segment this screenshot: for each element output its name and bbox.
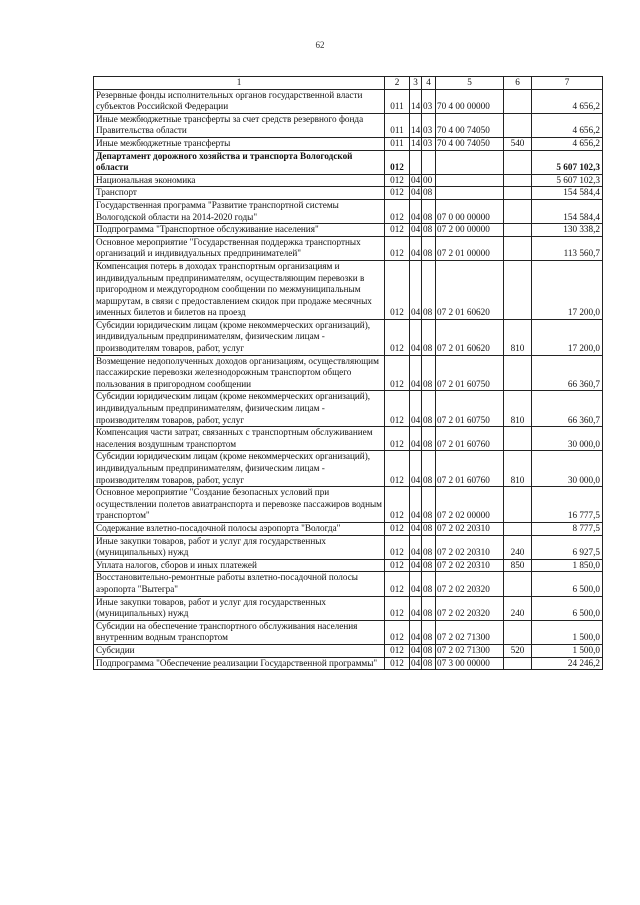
cell-department-code: 011 — [385, 89, 410, 113]
table-row — [94, 451, 603, 487]
cell-expense-type — [504, 620, 532, 644]
cell-amount: 1 850,0 — [532, 559, 603, 572]
cell-name: Иные межбюджетные трансферты — [94, 137, 385, 150]
cell-section-code — [410, 150, 422, 174]
cell-target-article: 07 2 02 71300 — [436, 644, 504, 657]
cell-name: Резервные фонды исполнительных органов государственной власти субъектов Российской Федерации — [94, 89, 385, 113]
cell-department-code: 012 — [385, 451, 410, 487]
cell-expense-type: 540 — [504, 137, 532, 150]
cell-department-code: 012 — [385, 199, 410, 223]
cell-name: Основное мероприятие "Создание безопасных условий при осуществлении полетов авиатранспорта и перевозке пассажиров водным транспортом" — [94, 487, 385, 523]
cell-target-article: 07 2 02 20310 — [436, 535, 504, 559]
cell-amount: 17 200,0 — [532, 319, 603, 355]
table-row — [94, 535, 603, 559]
cell-subsection-code: 08 — [422, 319, 436, 355]
table-row — [94, 620, 603, 644]
table-row — [94, 355, 603, 391]
cell-amount: 8 777,5 — [532, 522, 603, 535]
table-row — [94, 89, 603, 113]
cell-amount: 30 000,0 — [532, 427, 603, 451]
cell-amount: 66 360,7 — [532, 355, 603, 391]
cell-amount: 30 000,0 — [532, 451, 603, 487]
cell-section-code: 14 — [410, 137, 422, 150]
cell-section-code: 04 — [410, 657, 422, 670]
cell-section-code: 04 — [410, 487, 422, 523]
cell-subsection-code: 00 — [422, 174, 436, 187]
cell-section-code: 04 — [410, 319, 422, 355]
cell-subsection-code: 08 — [422, 355, 436, 391]
header-col-1: 1 — [94, 77, 385, 90]
cell-department-code: 012 — [385, 236, 410, 260]
cell-expense-type: 850 — [504, 559, 532, 572]
cell-subsection-code: 08 — [422, 559, 436, 572]
cell-expense-type: 240 — [504, 535, 532, 559]
cell-section-code: 04 — [410, 355, 422, 391]
cell-amount: 1 500,0 — [532, 644, 603, 657]
cell-amount: 66 360,7 — [532, 391, 603, 427]
cell-department-code: 012 — [385, 522, 410, 535]
cell-subsection-code — [422, 150, 436, 174]
cell-department-code: 012 — [385, 644, 410, 657]
cell-amount: 113 560,7 — [532, 236, 603, 260]
cell-target-article: 07 2 01 00000 — [436, 236, 504, 260]
header-col-5: 5 — [436, 77, 504, 90]
cell-amount: 4 656,2 — [532, 113, 603, 137]
cell-name: Иные закупки товаров, работ и услуг для государственных (муниципальных) нужд — [94, 596, 385, 620]
cell-expense-type — [504, 89, 532, 113]
cell-target-article: 07 2 01 60760 — [436, 451, 504, 487]
cell-amount: 4 656,2 — [532, 89, 603, 113]
cell-subsection-code: 08 — [422, 427, 436, 451]
cell-subsection-code: 08 — [422, 644, 436, 657]
cell-section-code: 04 — [410, 427, 422, 451]
cell-department-code: 012 — [385, 150, 410, 174]
cell-subsection-code: 08 — [422, 391, 436, 427]
cell-section-code: 04 — [410, 535, 422, 559]
cell-subsection-code: 08 — [422, 620, 436, 644]
cell-name: Государственная программа "Развитие транспортной системы Вологодской области на 2014-2020 годы" — [94, 199, 385, 223]
header-col-3: 3 — [410, 77, 422, 90]
table-row — [94, 596, 603, 620]
budget-table — [93, 76, 603, 670]
cell-subsection-code: 08 — [422, 487, 436, 523]
cell-subsection-code: 08 — [422, 260, 436, 319]
header-col-7: 7 — [532, 77, 603, 90]
cell-subsection-code: 08 — [422, 199, 436, 223]
cell-department-code: 012 — [385, 620, 410, 644]
cell-name: Национальная экономика — [94, 174, 385, 187]
cell-department-code: 012 — [385, 535, 410, 559]
cell-department-code: 012 — [385, 224, 410, 237]
table-row — [94, 260, 603, 319]
cell-amount: 154 584,4 — [532, 187, 603, 200]
cell-target-article — [436, 187, 504, 200]
cell-expense-type — [504, 260, 532, 319]
cell-expense-type: 810 — [504, 391, 532, 427]
cell-section-code: 04 — [410, 522, 422, 535]
cell-amount: 17 200,0 — [532, 260, 603, 319]
cell-amount: 6 927,5 — [532, 535, 603, 559]
cell-section-code: 14 — [410, 89, 422, 113]
cell-target-article: 70 4 00 00000 — [436, 89, 504, 113]
cell-department-code: 012 — [385, 187, 410, 200]
table-row — [94, 150, 603, 174]
cell-section-code: 04 — [410, 644, 422, 657]
cell-section-code: 04 — [410, 174, 422, 187]
header-col-2: 2 — [385, 77, 410, 90]
table-row — [94, 572, 603, 596]
cell-subsection-code: 03 — [422, 137, 436, 150]
cell-name: Восстановительно-ремонтные работы взлетно-посадочной полосы аэропорта "Вытегра" — [94, 572, 385, 596]
cell-target-article: 07 2 01 60620 — [436, 319, 504, 355]
cell-expense-type — [504, 187, 532, 200]
header-col-6: 6 — [504, 77, 532, 90]
cell-expense-type — [504, 487, 532, 523]
cell-target-article — [436, 174, 504, 187]
cell-expense-type — [504, 113, 532, 137]
cell-section-code: 04 — [410, 260, 422, 319]
cell-section-code: 04 — [410, 199, 422, 223]
table-body — [94, 89, 603, 670]
cell-target-article: 07 2 02 71300 — [436, 620, 504, 644]
cell-department-code: 012 — [385, 391, 410, 427]
cell-target-article — [436, 150, 504, 174]
table-row — [94, 187, 603, 200]
cell-amount: 154 584,4 — [532, 199, 603, 223]
cell-name: Возмещение недополученных доходов организациям, осуществляющим пассажирские перевозки железнодорожным транспортом общего пользования в пригородном сообщении — [94, 355, 385, 391]
cell-section-code: 04 — [410, 224, 422, 237]
cell-department-code: 012 — [385, 355, 410, 391]
cell-expense-type: 810 — [504, 319, 532, 355]
cell-section-code: 04 — [410, 187, 422, 200]
cell-expense-type — [504, 355, 532, 391]
cell-target-article: 07 3 00 00000 — [436, 657, 504, 670]
table-row — [94, 487, 603, 523]
cell-department-code: 012 — [385, 487, 410, 523]
cell-name: Субсидии юридическим лицам (кроме некоммерческих организаций), индивидуальным предпринимателям, физическим лицам - производителям товаров, работ, услуг — [94, 319, 385, 355]
cell-target-article: 07 2 02 20320 — [436, 572, 504, 596]
table-row — [94, 319, 603, 355]
header-row — [94, 77, 603, 90]
cell-name: Иные межбюджетные трансферты за счет средств резервного фонда Правительства области — [94, 113, 385, 137]
cell-subsection-code: 08 — [422, 187, 436, 200]
cell-subsection-code: 08 — [422, 572, 436, 596]
table-row — [94, 199, 603, 223]
cell-subsection-code: 08 — [422, 522, 436, 535]
table-row — [94, 137, 603, 150]
cell-department-code: 012 — [385, 572, 410, 596]
cell-name: Компенсация части затрат, связанных с транспортным обслуживанием населения воздушным транспортом — [94, 427, 385, 451]
cell-name: Иные закупки товаров, работ и услуг для государственных (муниципальных) нужд — [94, 535, 385, 559]
table-row — [94, 391, 603, 427]
cell-section-code: 04 — [410, 572, 422, 596]
cell-amount: 24 246,2 — [532, 657, 603, 670]
table-row — [94, 644, 603, 657]
header-col-4: 4 — [422, 77, 436, 90]
cell-name: Транспорт — [94, 187, 385, 200]
cell-expense-type — [504, 427, 532, 451]
table-row — [94, 236, 603, 260]
cell-subsection-code: 08 — [422, 451, 436, 487]
cell-target-article: 07 2 01 60750 — [436, 355, 504, 391]
cell-expense-type — [504, 236, 532, 260]
cell-section-code: 04 — [410, 451, 422, 487]
cell-target-article: 07 2 00 00000 — [436, 224, 504, 237]
cell-section-code: 04 — [410, 620, 422, 644]
cell-name: Субсидии на обеспечение транспортного обслуживания населения внутренним водным транспортом — [94, 620, 385, 644]
cell-department-code: 012 — [385, 260, 410, 319]
cell-subsection-code: 08 — [422, 535, 436, 559]
table-row — [94, 559, 603, 572]
cell-subsection-code: 08 — [422, 224, 436, 237]
table-row — [94, 657, 603, 670]
cell-amount: 16 777,5 — [532, 487, 603, 523]
table-row — [94, 224, 603, 237]
cell-target-article: 07 2 02 20310 — [436, 522, 504, 535]
cell-department-code: 012 — [385, 559, 410, 572]
cell-department-code: 012 — [385, 427, 410, 451]
cell-amount: 5 607 102,3 — [532, 150, 603, 174]
cell-amount: 4 656,2 — [532, 137, 603, 150]
cell-expense-type — [504, 522, 532, 535]
cell-expense-type — [504, 174, 532, 187]
cell-section-code: 04 — [410, 236, 422, 260]
cell-department-code: 011 — [385, 113, 410, 137]
cell-department-code: 012 — [385, 596, 410, 620]
cell-section-code: 04 — [410, 559, 422, 572]
table-row — [94, 522, 603, 535]
cell-subsection-code: 03 — [422, 89, 436, 113]
cell-expense-type — [504, 150, 532, 174]
cell-target-article: 70 4 00 74050 — [436, 113, 504, 137]
cell-name: Основное мероприятие "Государственная поддержка транспортных организаций и индивидуальных предпринимателей" — [94, 236, 385, 260]
cell-target-article: 70 4 00 74050 — [436, 137, 504, 150]
cell-target-article: 07 2 01 60750 — [436, 391, 504, 427]
cell-name: Компенсация потерь в доходах транспортным организациям и индивидуальным предпринимателям, осуществляющим перевозки в пригородном и междугородном сообщении по межмуниципальным маршрутам, в связи с предоставлением скидок при продаже месячных именных билетов и билетов на проезд — [94, 260, 385, 319]
cell-expense-type — [504, 572, 532, 596]
cell-section-code: 04 — [410, 391, 422, 427]
cell-amount: 6 500,0 — [532, 596, 603, 620]
cell-target-article: 07 2 01 60620 — [436, 260, 504, 319]
page-number: 62 — [315, 40, 325, 50]
cell-target-article: 07 2 02 20310 — [436, 559, 504, 572]
cell-name: Содержание взлетно-посадочной полосы аэропорта "Вологда" — [94, 522, 385, 535]
cell-subsection-code: 08 — [422, 657, 436, 670]
cell-name: Департамент дорожного хозяйства и транспорта Вологодской области — [94, 150, 385, 174]
cell-department-code: 011 — [385, 137, 410, 150]
cell-expense-type — [504, 657, 532, 670]
table-row — [94, 113, 603, 137]
cell-section-code: 14 — [410, 113, 422, 137]
cell-name: Субсидии юридическим лицам (кроме некоммерческих организаций), индивидуальным предпринимателям, физическим лицам - производителям товаров, работ, услуг — [94, 451, 385, 487]
cell-target-article: 07 2 01 60760 — [436, 427, 504, 451]
cell-name: Субсидии юридическим лицам (кроме некоммерческих организаций), индивидуальным предпринимателям, физическим лицам - производителям товаров, работ, услуг — [94, 391, 385, 427]
cell-target-article: 07 2 02 20320 — [436, 596, 504, 620]
cell-expense-type — [504, 224, 532, 237]
cell-target-article: 07 2 02 00000 — [436, 487, 504, 523]
cell-target-article: 07 0 00 00000 — [436, 199, 504, 223]
cell-amount: 130 338,2 — [532, 224, 603, 237]
table-row — [94, 174, 603, 187]
cell-subsection-code: 08 — [422, 596, 436, 620]
cell-amount: 5 607 102,3 — [532, 174, 603, 187]
cell-amount: 6 500,0 — [532, 572, 603, 596]
cell-department-code: 012 — [385, 174, 410, 187]
cell-department-code: 012 — [385, 657, 410, 670]
cell-name: Подпрограмма "Обеспечение реализации Государственной программы" — [94, 657, 385, 670]
cell-expense-type: 240 — [504, 596, 532, 620]
cell-name: Уплата налогов, сборов и иных платежей — [94, 559, 385, 572]
cell-section-code: 04 — [410, 596, 422, 620]
cell-department-code: 012 — [385, 319, 410, 355]
cell-expense-type — [504, 199, 532, 223]
table-row — [94, 427, 603, 451]
cell-subsection-code: 03 — [422, 113, 436, 137]
cell-name: Подпрограмма "Транспортное обслуживание населения" — [94, 224, 385, 237]
cell-amount: 1 500,0 — [532, 620, 603, 644]
cell-expense-type: 520 — [504, 644, 532, 657]
cell-name: Субсидии — [94, 644, 385, 657]
cell-subsection-code: 08 — [422, 236, 436, 260]
cell-expense-type: 810 — [504, 451, 532, 487]
